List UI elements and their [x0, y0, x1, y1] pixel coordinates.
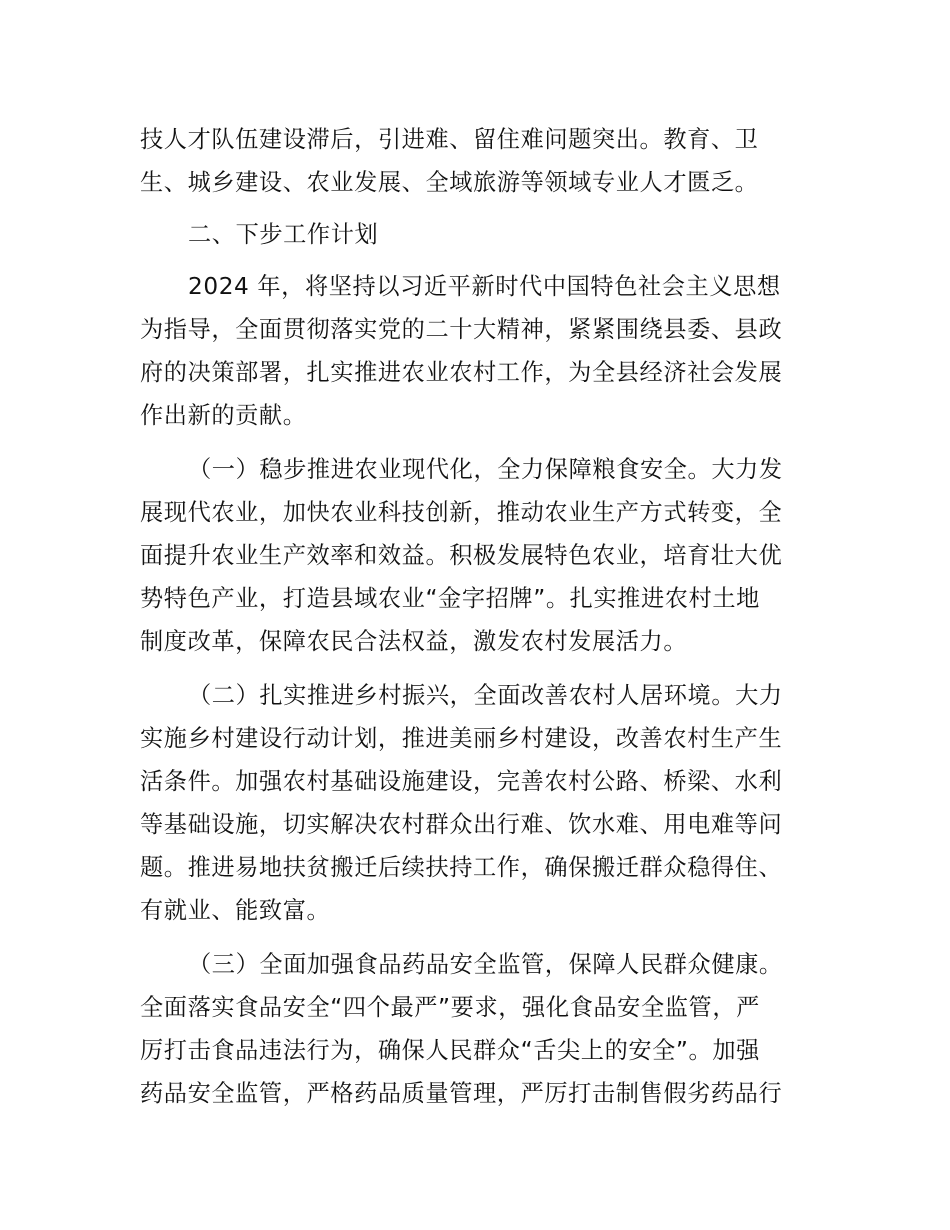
section-heading: 二、下步工作计划 [188, 221, 379, 248]
text-line: 等基础设施，切实解决农村群众出行难、饮水难、用电难等问 [140, 811, 783, 838]
text-line: 为指导，全面贯彻落实党的二十大精神，紧紧围绕县委、县政 [140, 316, 783, 343]
text-line: 生、城乡建设、农业发展、全域旅游等领域专业人才匮乏。 [140, 169, 759, 196]
text-line: 展现代农业，加快农业科技创新，推动农业生产方式转变，全 [140, 499, 783, 526]
text-line: 题。推进易地扶贫搬迁后续扶持工作，确保搬迁群众稳得住、 [140, 854, 783, 881]
text-line: （三）全面加强食品药品安全监管，保障人民群众健康。 [188, 951, 783, 978]
text-line: 面提升农业生产效率和效益。积极发展特色农业，培育壮大优 [140, 542, 783, 569]
section-heading-next-steps [140, 213, 812, 256]
text-line: 厉打击食品违法行为，确保人民群众“舌尖上的安全”。加强 [140, 1037, 760, 1064]
text-line: 势特色产业，打造县域农业“金字招牌”。扎实推进农村土地 [140, 585, 760, 612]
paragraph-item-2 [140, 674, 812, 932]
text-line: 全面落实食品安全“四个最严”要求，强化食品安全监管，严 [140, 994, 760, 1021]
paragraph-item-1 [140, 448, 812, 663]
text-line: 2024 年，将坚持以习近平新时代中国特色社会主义思想 [188, 273, 781, 300]
text-line: 药品安全监管，严格药品质量管理，严厉打击制售假劣药品行 [140, 1080, 783, 1107]
document-page [140, 118, 812, 1115]
text-line: （一）稳步推进农业现代化，全力保障粮食安全。大力发 [188, 456, 783, 483]
text-line: 技人才队伍建设滞后，引进难、留住难问题突出。教育、卫 [140, 126, 759, 153]
text-line: 府的决策部署，扎实推进农业农村工作，为全县经济社会发展 [140, 359, 783, 386]
text-line: 实施乡村建设行动计划，推进美丽乡村建设，改善农村生产生 [140, 725, 783, 752]
text-line: 作出新的贡献。 [140, 402, 307, 429]
text-line: （二）扎实推进乡村振兴，全面改善农村人居环境。大力 [188, 682, 783, 709]
paragraph-item-3 [140, 943, 812, 1115]
paragraph-2024-plan [140, 265, 812, 437]
text-line: 有就业、能致富。 [140, 897, 331, 924]
text-line: 制度改革，保障农民合法权益，激发农村发展活力。 [140, 628, 688, 655]
text-line: 活条件。加强农村基础设施建设，完善农村公路、桥梁、水利 [140, 768, 783, 795]
paragraph-talent-shortage [140, 118, 812, 204]
